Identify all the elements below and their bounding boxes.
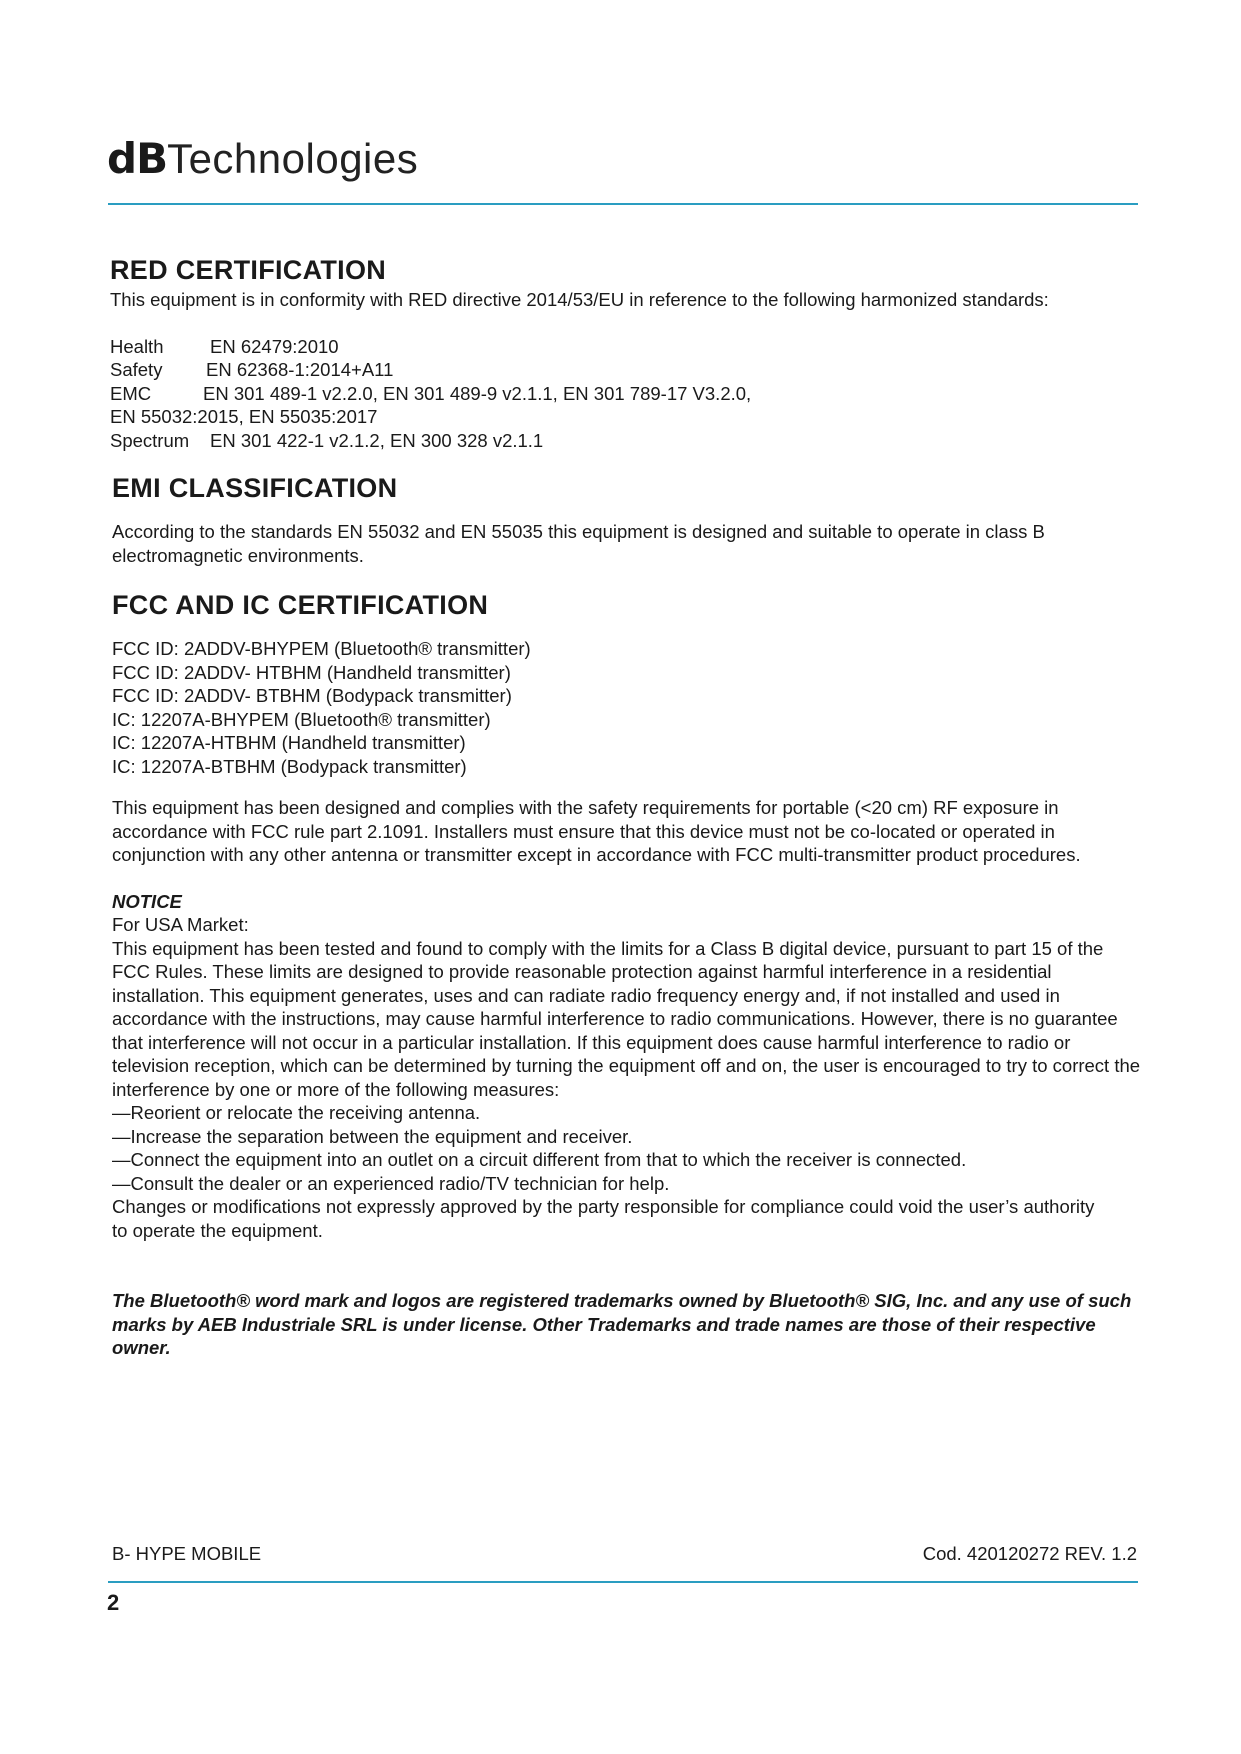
standard-value: EN 62368-1:2014+A11 [206,359,394,380]
fcc-id-list [112,637,1140,778]
footer-product-name: B- HYPE MOBILE [112,1543,262,1564]
red-heading: RED CERTIFICATION [110,255,387,285]
standard-row-emc-continued: EN 55032:2015, EN 55035:2017 [110,406,378,427]
notice-market: For USA Market: [112,914,249,935]
standard-row-emc [110,382,1140,406]
standard-value: EN 301 489-1 v2.2.0, EN 301 489-9 v2.1.1, EN 301 789-17 V3.2.0, [203,382,752,404]
standard-row-health [110,335,1140,359]
header-divider [108,203,1138,205]
standard-row-safety [110,358,1140,382]
footer-divider [108,1581,1138,1583]
standard-value: EN 62479:2010 [210,335,339,357]
emi-heading: EMI CLASSIFICATION [112,473,398,503]
emi-text: According to the standards EN 55032 and EN 55035 this equipment is designed and suitable to operate in class B electromagnetic environments. [112,521,1045,566]
brand-logo [107,134,419,183]
fcc-heading: FCC AND IC CERTIFICATION [112,590,489,620]
ic-id-line: IC: 12207A-BHYPEM (Bluetooth® transmitter) [112,708,491,730]
trademark-notice: The Bluetooth® word mark and logos are registered trademarks owned by Bluetooth® SIG, Inc. and any use of such marks by AEB Industriale SRL is under license. Other Trademarks and trade names are those of their respective owner. [112,1290,1132,1358]
ic-id-line: IC: 12207A-HTBHM (Handheld transmitter) [112,732,466,753]
measure-item: —Connect the equipment into an outlet on a circuit different from that to which the receiver is connected. [112,1149,967,1170]
standard-label: EMC [110,382,152,404]
footer-document-code: Cod. 420120272 REV. 1.2 [922,1543,1137,1564]
fcc-id-line: FCC ID: 2ADDV- BTBHM (Bodypack transmitter) [112,685,512,706]
measure-item: —Reorient or relocate the receiving antenna. [112,1102,481,1123]
logo-text: Technologies [167,135,419,182]
document-body [110,252,1140,1360]
ic-id-line: IC: 12207A-BTBHM (Bodypack transmitter) [112,755,467,777]
standard-label: Health [110,335,164,357]
measure-item: —Consult the dealer or an experienced radio/TV technician for help. [112,1172,670,1194]
rf-exposure-text: This equipment has been designed and complies with the safety requirements for portable (<20 cm) RF exposure in accordance with FCC rule part 2.1091. Installers must ensure that this device must not be co-located or operated in conjunction with any other antenna or transmitter except in accordance with FCC multi-transmitter product procedures. [112,797,1081,865]
notice-changes: Changes or modifications not expressly approved by the party responsible for compliance could void the user’s authority to operate the equipment. [112,1196,1095,1241]
fcc-id-line: FCC ID: 2ADDV-BHYPEM (Bluetooth® transmitter) [112,638,531,659]
notice-body: This equipment has been tested and found to comply with the limits for a Class B digital device, pursuant to part 15 of the FCC Rules. These limits are designed to provide reasonable protection against harmful interference in a residential installation. This equipment generates, uses and can radiate radio frequency energy and, if not installed and used in accordance with the instructions, may cause harmful interference to radio communications. However, there is no guarantee that interference will not occur in a particular installation. If this equipment does cause harmful interference to radio or television reception, which can be determined by turning the equipment off and on, the user is encouraged to try to correct the interference by one or more of the following measures: [112,937,1141,1100]
standard-label: Safety [110,359,163,380]
fcc-id-line: FCC ID: 2ADDV- HTBHM (Handheld transmitter) [112,661,511,683]
standard-row-spectrum [110,429,1140,453]
notice-heading: NOTICE [112,890,182,912]
standard-value: EN 301 422-1 v2.1.2, EN 300 328 v2.1.1 [210,429,544,451]
red-intro: This equipment is in conformity with RED directive 2014/53/EU in reference to the following harmonized standards: [110,289,1049,310]
logo-bold-text: dB [107,134,168,183]
standard-label: Spectrum [110,429,190,451]
page-number: 2 [107,1590,120,1615]
measure-item: —Increase the separation between the equipment and receiver. [112,1125,633,1147]
